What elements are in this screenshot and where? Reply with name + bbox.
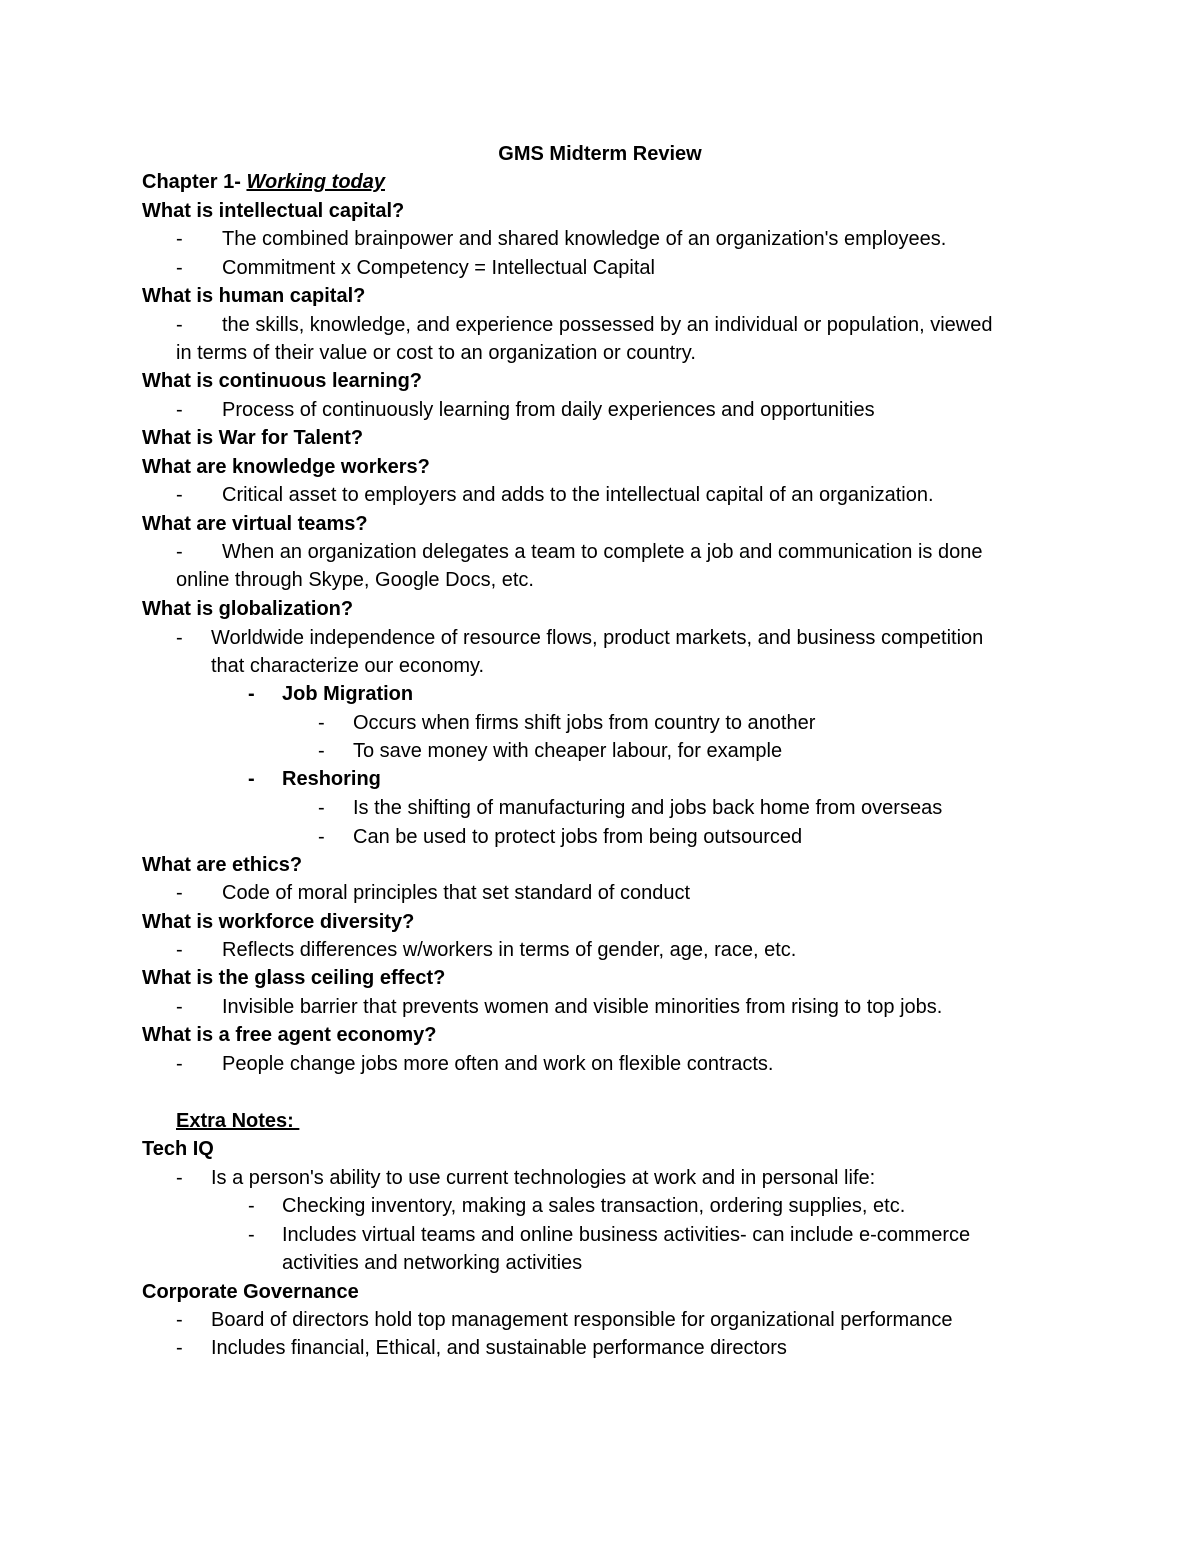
answer-text: Invisible barrier that prevents women and visible minorities from rising to top jobs. [222, 996, 943, 1018]
bullet-dash: - [248, 768, 255, 790]
bullet-dash: - [248, 1195, 255, 1217]
subtopic-item: Can be used to protect jobs from being outsourced [353, 826, 803, 848]
answer-text: The combined brainpower and shared knowledge of an organization's employees. [222, 228, 947, 250]
bullet-dash: - [318, 797, 325, 819]
question-virtual-teams: What are virtual teams? [142, 513, 368, 535]
question-human-capital: What is human capital? [142, 285, 366, 307]
bullet-dash: - [176, 996, 183, 1018]
topic-subitem: Checking inventory, making a sales transaction, ordering supplies, etc. [282, 1195, 906, 1217]
bullet-dash: - [176, 257, 183, 279]
question-war-for-talent: What is War for Talent? [142, 427, 364, 449]
document-title: GMS Midterm Review [498, 143, 702, 165]
bullet-dash: - [176, 228, 183, 250]
bullet-dash: - [318, 712, 325, 734]
question-ethics: What are ethics? [142, 854, 303, 876]
subtopic-job-migration: Job Migration [282, 683, 414, 705]
question-globalization: What is globalization? [142, 598, 354, 620]
question-continuous-learning: What is continuous learning? [142, 370, 422, 392]
bullet-dash: - [318, 826, 325, 848]
bullet-dash: - [248, 683, 255, 705]
subtopic-item: Is the shifting of manufacturing and jobs back home from overseas [353, 797, 943, 819]
chapter-name: Working today [246, 171, 385, 193]
bullet-dash: - [176, 939, 183, 961]
answer-text: Reflects differences w/workers in terms of gender, age, race, etc. [222, 939, 797, 961]
answer-text-continued: in terms of their value or cost to an organization or country. [176, 342, 696, 364]
topic-item: Includes financial, Ethical, and sustainable performance directors [211, 1337, 787, 1359]
subtopic-item: To save money with cheaper labour, for example [353, 740, 783, 762]
topic-item: Is a person's ability to use current technologies at work and in personal life: [211, 1167, 876, 1189]
answer-text: People change jobs more often and work on flexible contracts. [222, 1053, 774, 1075]
question-free-agent-economy: What is a free agent economy? [142, 1024, 437, 1046]
answer-text: Process of continuously learning from daily experiences and opportunities [222, 399, 875, 421]
subtopic-item: Occurs when firms shift jobs from country to another [353, 712, 816, 734]
question-workforce-diversity: What is workforce diversity? [142, 911, 415, 933]
bullet-dash: - [176, 399, 183, 421]
answer-text: Worldwide independence of resource flows, product markets, and business competition [211, 627, 984, 649]
bullet-dash: - [176, 627, 183, 649]
bullet-dash: - [176, 484, 183, 506]
question-intellectual-capital: What is intellectual capital? [142, 200, 405, 222]
topic-item: Board of directors hold top management responsible for organizational performance [211, 1309, 953, 1331]
answer-text: When an organization delegates a team to complete a job and communication is done [222, 541, 983, 563]
topic-tech-iq: Tech IQ [142, 1138, 214, 1160]
bullet-dash: - [318, 740, 325, 762]
question-knowledge-workers: What are knowledge workers? [142, 456, 430, 478]
bullet-dash: - [176, 541, 183, 563]
topic-corporate-governance: Corporate Governance [142, 1281, 359, 1303]
chapter-heading [142, 168, 385, 196]
subtopic-reshoring: Reshoring [282, 768, 381, 790]
answer-text: Commitment x Competency = Intellectual Capital [222, 257, 655, 279]
extra-notes-heading: Extra Notes: [176, 1110, 300, 1132]
answer-text: Code of moral principles that set standard of conduct [222, 882, 691, 904]
bullet-dash: - [176, 314, 183, 336]
bullet-dash: - [176, 1053, 183, 1075]
answer-text-continued: online through Skype, Google Docs, etc. [176, 569, 534, 591]
answer-text-continued: that characterize our economy. [211, 655, 485, 677]
topic-subitem-continued: activities and networking activities [282, 1252, 583, 1274]
bullet-dash: - [176, 882, 183, 904]
question-glass-ceiling: What is the glass ceiling effect? [142, 967, 446, 989]
topic-subitem: Includes virtual teams and online business activities- can include e-commerce [282, 1224, 971, 1246]
bullet-dash: - [248, 1224, 255, 1246]
bullet-dash: - [176, 1309, 183, 1331]
bullet-dash: - [176, 1167, 183, 1189]
answer-text: Critical asset to employers and adds to the intellectual capital of an organization. [222, 484, 934, 506]
answer-text: the skills, knowledge, and experience possessed by an individual or population, viewed [222, 314, 993, 336]
bullet-dash: - [176, 1337, 183, 1359]
chapter-prefix: Chapter 1- [142, 171, 247, 193]
